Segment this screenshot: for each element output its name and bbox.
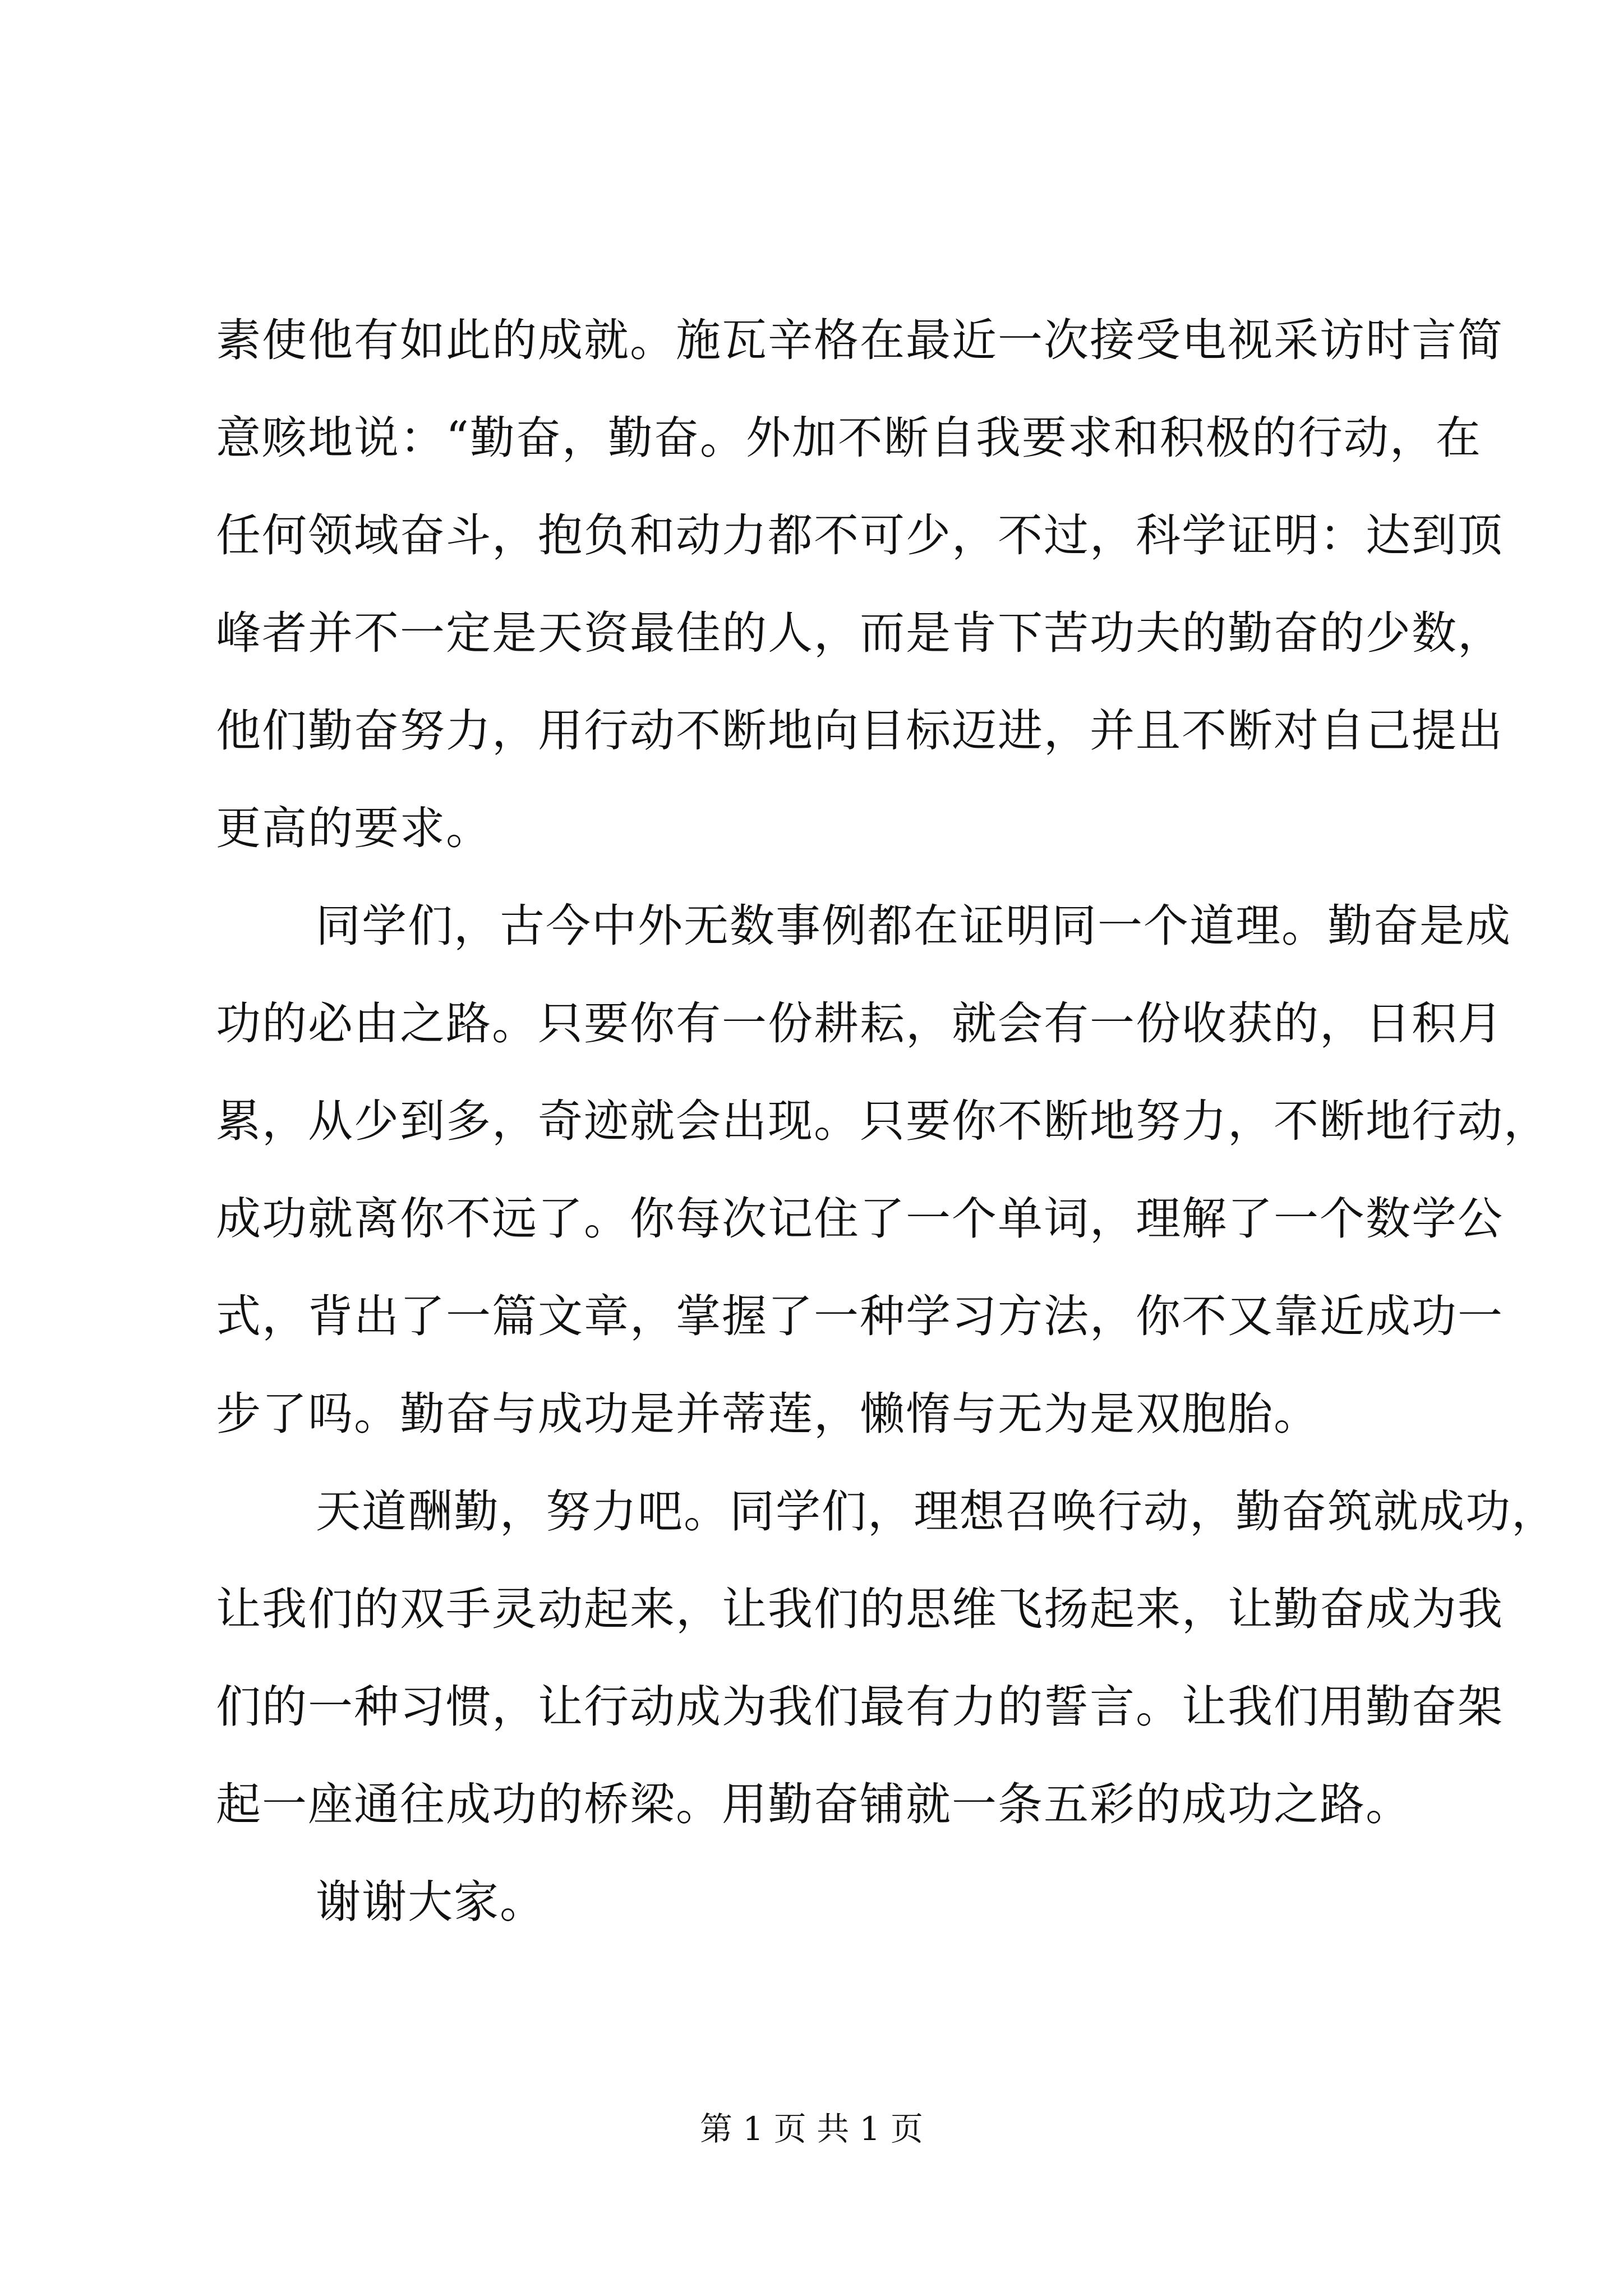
page-footer: 第 1 页 共 1 页 xyxy=(700,2110,923,2148)
paragraph-first-line: 同学们，古今中外无数事例都在证明同一个道理。勤奋是成 xyxy=(316,900,1511,952)
document-body xyxy=(216,292,1557,1951)
text-line: 意赅地说：“勤奋，勤奋。外加不断自我要求和积极的行动，在 xyxy=(216,412,1482,464)
text-line: 峰者并不一定是天资最佳的人，而是肯下苦功夫的勤奋的少数， xyxy=(216,607,1504,659)
text-line: 他们勤奋努力，用行动不断地向目标迈进，并且不断对自己提出 xyxy=(216,705,1504,757)
text-line: 更高的要求。 xyxy=(216,802,492,854)
text-line: 成功就离你不远了。你每次记住了一个单词，理解了一个数学公 xyxy=(216,1193,1504,1245)
text-line: 式，背出了一篇文章，掌握了一种学习方法，你不又靠近成功一 xyxy=(216,1290,1504,1342)
text-line: 素使他有如此的成就。施瓦辛格在最近一次接受电视采访时言简 xyxy=(216,314,1504,366)
text-line: 累，从少到多，奇迹就会出现。只要你不断地努力，不断地行动， xyxy=(216,1095,1550,1147)
text-line: 起一座通往成功的桥梁。用勤奋铺就一条五彩的成功之路。 xyxy=(216,1778,1412,1830)
text-line: 功的必由之路。只要你有一份耕耘，就会有一份收获的，日积月 xyxy=(216,997,1504,1050)
text-line: 们的一种习惯，让行动成为我们最有力的誓言。让我们用勤奋架 xyxy=(216,1681,1504,1733)
text-line: 步了吗。勤奋与成功是并蒂莲，懒惰与无为是双胞胎。 xyxy=(216,1388,1320,1440)
closing-line: 谢谢大家。 xyxy=(316,1876,546,1928)
text-line: 任何领域奋斗，抱负和动力都不可少，不过，科学证明：达到顶 xyxy=(216,509,1504,562)
text-line: 让我们的双手灵动起来，让我们的思维飞扬起来，让勤奋成为我 xyxy=(216,1583,1504,1635)
paragraph-first-line: 天道酬勤，努力吧。同学们，理想召唤行动，勤奋筑就成功， xyxy=(316,1485,1557,1538)
